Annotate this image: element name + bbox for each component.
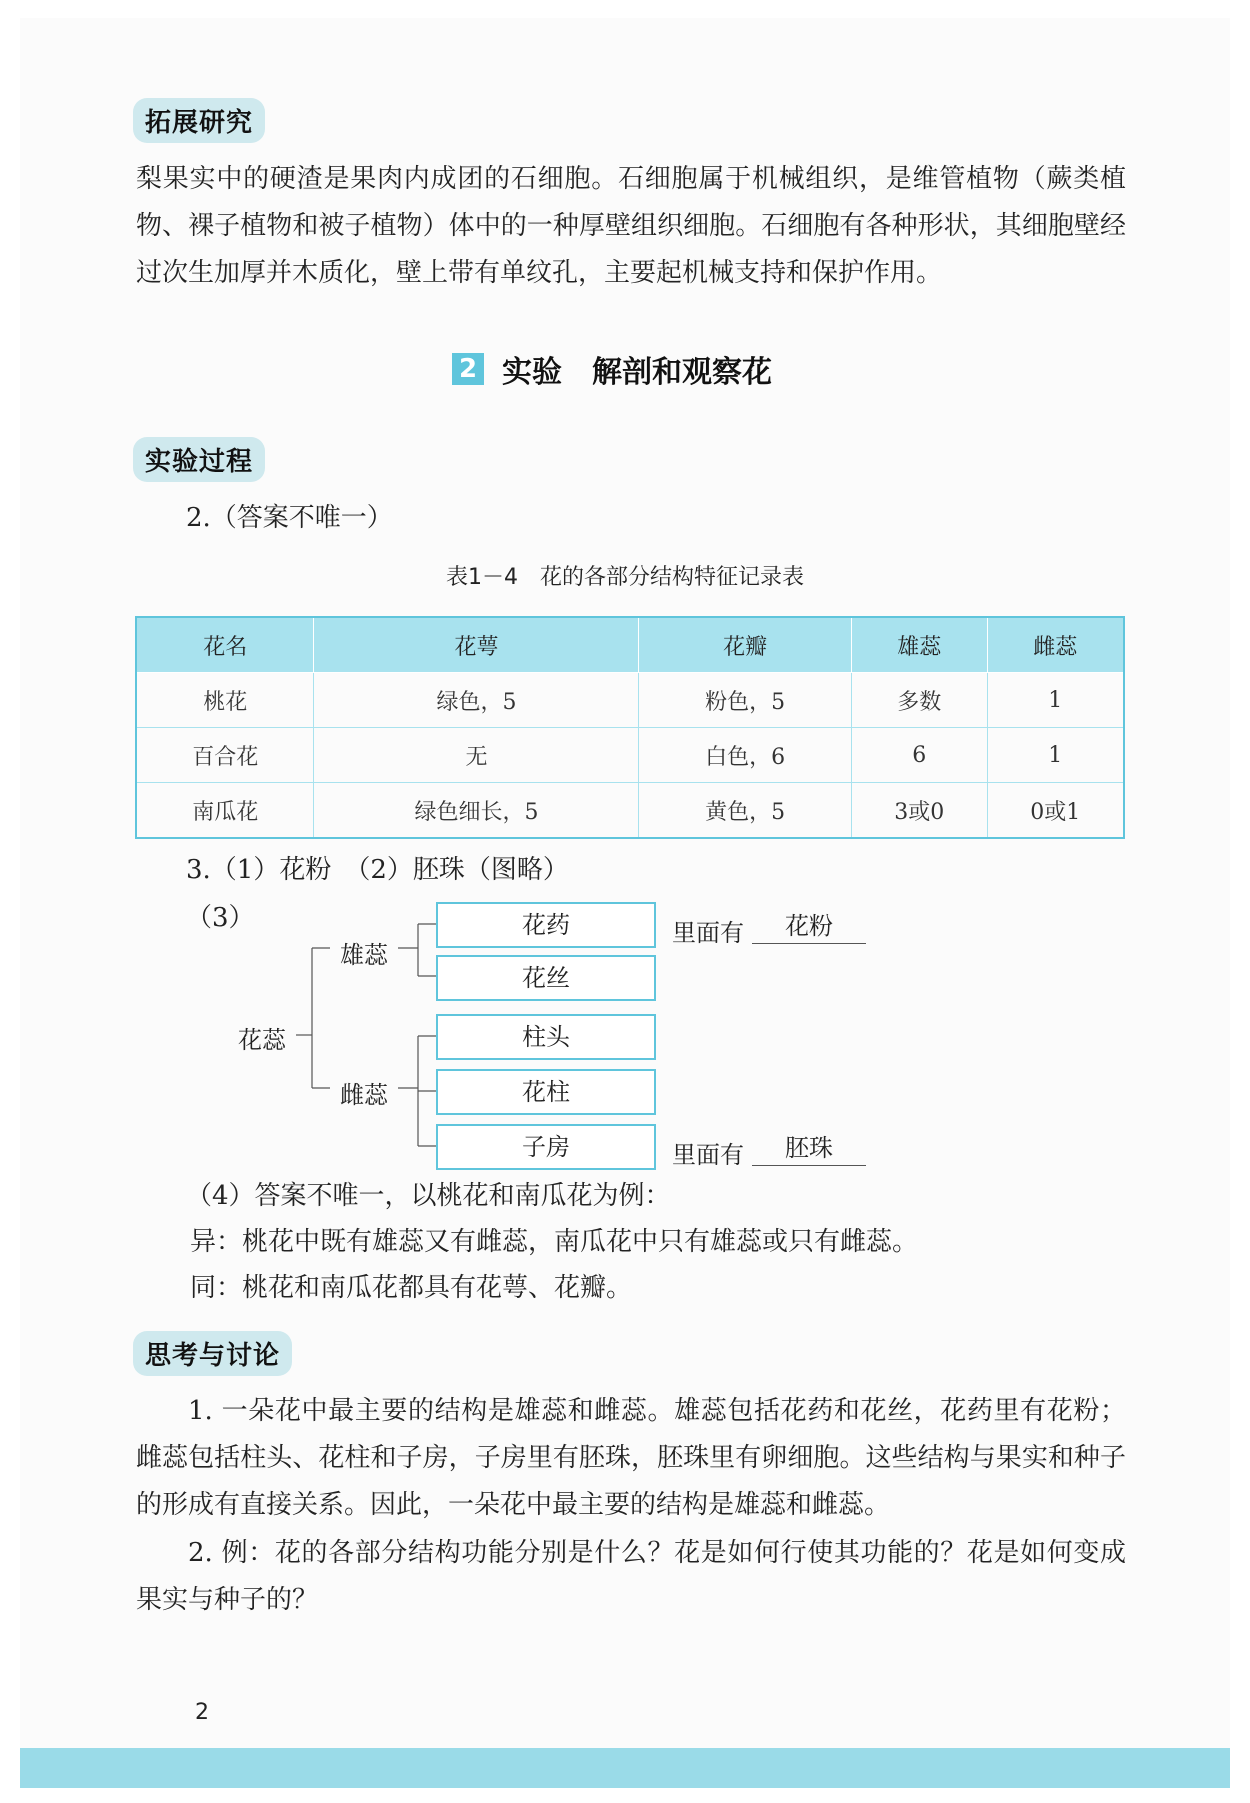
section-title-text: 实验 解剖和观察花 xyxy=(502,355,772,390)
box-style: 花柱 xyxy=(436,1069,656,1115)
table-cell: 白色，6 xyxy=(639,728,851,783)
table-cell: 南瓜花 xyxy=(136,783,314,839)
item-3: 3.（1）花粉 （2）胚珠（图略） xyxy=(186,855,569,885)
table-cell: 绿色，5 xyxy=(314,673,639,728)
box-anther: 花药 xyxy=(436,902,656,948)
process-heading: 实验过程 xyxy=(133,437,265,482)
table-header: 花萼 xyxy=(314,617,639,673)
section-number: 2 xyxy=(452,353,484,385)
table-cell: 粉色，5 xyxy=(639,673,851,728)
discussion-q2: 2. 例：花的各部分结构功能分别是什么？花是如何行使其功能的？花是如何变成果实与种子的？ xyxy=(136,1538,1126,1615)
table-cell: 无 xyxy=(314,728,639,783)
discussion-q1: 1. 一朵花中最主要的结构是雄蕊和雌蕊。雄蕊包括花药和花丝，花药里有花粉；雌蕊包括柱头、花柱和子房，子房里有胚珠，胚珠里有卵细胞。这些结构与果实和种子的形成有直接关系。因此，一朵花中最主要的结构是雄蕊和雌蕊。 xyxy=(136,1396,1126,1520)
footer-bar xyxy=(20,1748,1230,1788)
item-4-same: 同：桃花和南瓜花都具有花萼、花瓣。 xyxy=(190,1273,633,1303)
page-number: 2 xyxy=(195,1700,209,1725)
table-header: 花名 xyxy=(136,617,314,673)
box-ovary: 子房 xyxy=(436,1124,656,1170)
diagram-stamen: 雄蕊 xyxy=(340,941,388,969)
table-cell: 3或0 xyxy=(851,783,987,839)
box-filament: 花丝 xyxy=(436,955,656,1001)
table-cell: 黄色，5 xyxy=(639,783,851,839)
table-cell: 绿色细长，5 xyxy=(314,783,639,839)
table-header: 雄蕊 xyxy=(851,617,987,673)
item-3-sub: （3） xyxy=(186,903,255,933)
table-header: 雌蕊 xyxy=(987,617,1124,673)
table-cell: 多数 xyxy=(851,673,987,728)
box-stigma: 柱头 xyxy=(436,1014,656,1060)
table-cell: 桃花 xyxy=(136,673,314,728)
table-cell: 百合花 xyxy=(136,728,314,783)
ovary-content: 胚珠 xyxy=(752,1131,866,1166)
table-cell: 1 xyxy=(987,728,1124,783)
table-cell: 1 xyxy=(987,673,1124,728)
extension-heading: 拓展研究 xyxy=(133,98,265,143)
anther-inside-label: 里面有 xyxy=(672,919,744,947)
item-4: （4）答案不唯一，以桃花和南瓜花为例： xyxy=(186,1181,671,1211)
anther-content: 花粉 xyxy=(752,909,866,944)
extension-text: 梨果实中的硬渣是果肉内成团的石细胞。石细胞属于机械组织，是维管植物（蕨类植物、裸子植物和被子植物）体中的一种厚壁组织细胞。石细胞有各种形状，其细胞壁经过次生加厚并木质化，壁上带有单纹孔，主要起机械支持和保护作用。 xyxy=(136,164,1126,288)
discussion-heading: 思考与讨论 xyxy=(133,1331,292,1376)
table-caption: 表1－4 花的各部分结构特征记录表 xyxy=(446,565,804,590)
table-cell: 0或1 xyxy=(987,783,1124,839)
table-cell: 6 xyxy=(851,728,987,783)
table-header: 花瓣 xyxy=(639,617,851,673)
diagram-pistil: 雌蕊 xyxy=(340,1081,388,1109)
item-2: 2.（答案不唯一） xyxy=(186,503,393,533)
item-4-diff: 异：桃花中既有雄蕊又有雌蕊，南瓜花中只有雄蕊或只有雌蕊。 xyxy=(190,1227,919,1257)
diagram-root: 花蕊 xyxy=(238,1026,286,1054)
ovary-inside-label: 里面有 xyxy=(672,1141,744,1169)
